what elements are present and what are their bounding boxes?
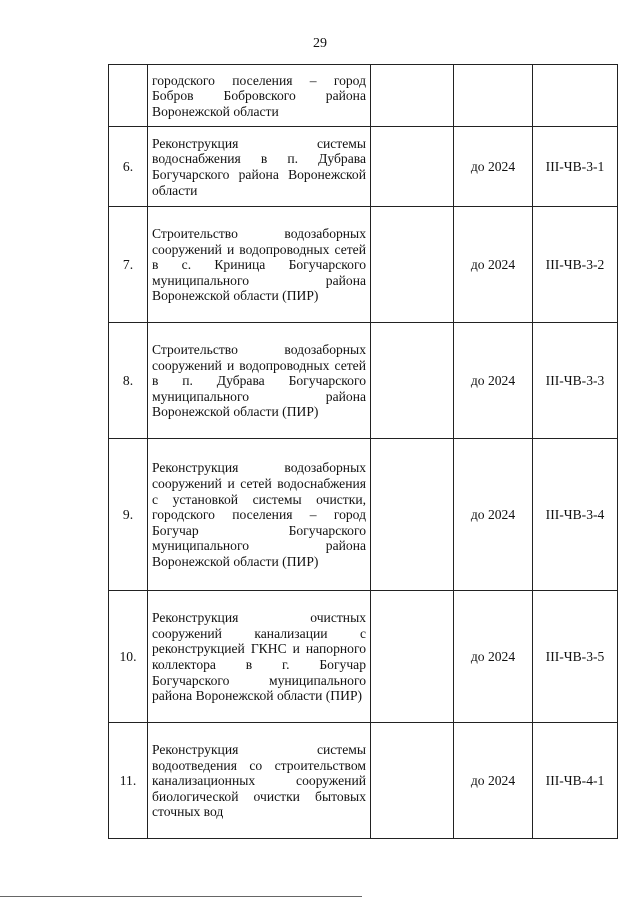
row-description: Реконструкция водозаборных сооружений и сетей водоснабжения с установкой системы очистки, городского поселения – город Богучар Богучарского муниципального района Воронежской области (ПИР) — [148, 439, 371, 591]
table-row — [109, 127, 618, 207]
row-code: III-ЧВ-3-3 — [533, 323, 618, 439]
page-number: 29 — [313, 36, 327, 51]
row-term: до 2024 — [454, 439, 533, 591]
row-description: Реконструкция системы водоотведения со строительством канализационных сооружений биологической очистки бытовых сточных вод — [148, 723, 371, 839]
row-empty-cell — [371, 323, 454, 439]
row-empty-cell — [371, 127, 454, 207]
row-number: 6. — [109, 127, 148, 207]
row-term: до 2024 — [454, 127, 533, 207]
table-row — [109, 723, 618, 839]
table-row — [109, 65, 618, 127]
row-description: Строительство водозаборных сооружений и водопроводных сетей в с. Криница Богучарского муниципального района Воронежской области (ПИР) — [148, 207, 371, 323]
table-row — [109, 207, 618, 323]
row-term: до 2024 — [454, 723, 533, 839]
row-term — [454, 65, 533, 127]
row-code: III-ЧВ-4-1 — [533, 723, 618, 839]
table-row — [109, 591, 618, 723]
projects-table — [108, 64, 618, 839]
row-description: Реконструкция очистных сооружений канализации с реконструкцией ГКНС и напорного коллектора в г. Богучар Богучарского муниципального района Воронежской области (ПИР) — [148, 591, 371, 723]
row-number: 7. — [109, 207, 148, 323]
row-empty-cell — [371, 65, 454, 127]
row-code: III-ЧВ-3-1 — [533, 127, 618, 207]
row-number — [109, 65, 148, 127]
table-row — [109, 323, 618, 439]
row-term: до 2024 — [454, 323, 533, 439]
row-code: III-ЧВ-3-5 — [533, 591, 618, 723]
row-code: III-ЧВ-3-2 — [533, 207, 618, 323]
row-description: Реконструкция системы водоснабжения в п. Дубрава Богучарского района Воронежской области — [148, 127, 371, 207]
row-description: городского поселения – город Бобров Бобровского района Воронежской области — [148, 65, 371, 127]
row-number: 11. — [109, 723, 148, 839]
row-number: 10. — [109, 591, 148, 723]
row-empty-cell — [371, 439, 454, 591]
table-row — [109, 439, 618, 591]
row-empty-cell — [371, 207, 454, 323]
row-description: Строительство водозаборных сооружений и водопроводных сетей в п. Дубрава Богучарского муниципального района Воронежской области (ПИР) — [148, 323, 371, 439]
row-code — [533, 65, 618, 127]
row-number: 9. — [109, 439, 148, 591]
row-empty-cell — [371, 591, 454, 723]
row-term: до 2024 — [454, 207, 533, 323]
row-code: III-ЧВ-3-4 — [533, 439, 618, 591]
footer-divider — [0, 896, 362, 897]
row-term: до 2024 — [454, 591, 533, 723]
row-empty-cell — [371, 723, 454, 839]
row-number: 8. — [109, 323, 148, 439]
